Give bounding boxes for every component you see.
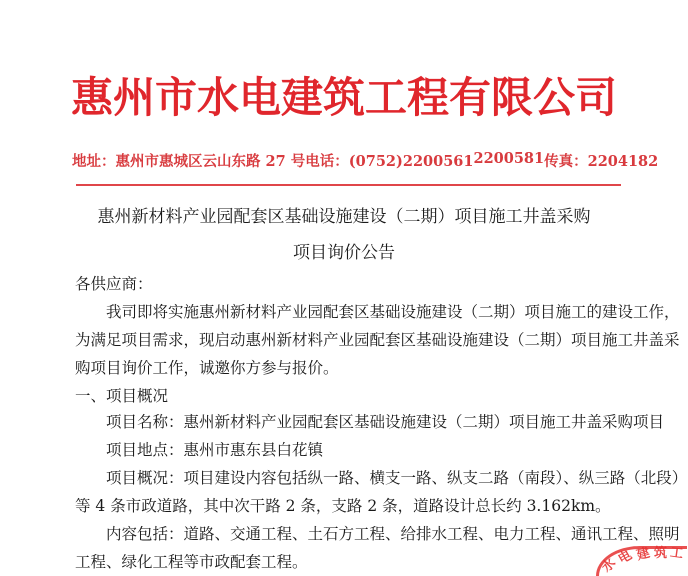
salutation: 各供应商： xyxy=(75,275,153,293)
project-content: 内容包括：道路、交通工程、土石方工程、给排水工程、电力工程、通讯工程、照明 xyxy=(106,525,680,543)
letterhead-contact xyxy=(72,150,659,171)
paragraph-line: 我司即将实施惠州新材料产业园配套区基础设施建设（二期）项目施工的建设工作， xyxy=(106,303,680,321)
fax: 传真：2204182 xyxy=(544,153,659,170)
document-subtitle: 项目询价公告 xyxy=(293,243,395,263)
paragraph-line: 为满足项目需求，现启动惠州新材料产业园配套区基础设施建设（二期）项目施工井盖采 xyxy=(75,331,680,349)
company-seal: 水 电 建 筑 工 xyxy=(596,546,687,576)
project-overview: 项目概况：项目建设内容包括纵一路、横支一路、纵支二路（南段）、纵三路（北段） xyxy=(106,469,688,487)
project-name: 项目名称：惠州新材料产业园配套区基础设施建设（二期）项目施工井盖采购项目 xyxy=(106,413,665,431)
document-title: 惠州新材料产业园配套区基础设施建设（二期）项目施工井盖采购 xyxy=(97,207,591,227)
paragraph-line: 购项目询价工作，诚邀你方参与报价。 xyxy=(75,359,339,377)
letterhead-divider xyxy=(76,184,621,186)
company-letterhead-name: 惠州市水电建筑工程有限公司 xyxy=(70,73,617,122)
paragraph-line: 工程、绿化工程等市政配套工程。 xyxy=(75,553,308,571)
address: 地址：惠州市惠城区云山东路 27 号 xyxy=(72,153,306,170)
phone-2: 2200581 xyxy=(473,150,545,167)
section-heading: 一、项目概况 xyxy=(75,387,169,405)
paragraph-line: 等 4 条市政道路，其中次干路 2 条，支路 2 条，道路设计总长约 3.162km。 xyxy=(75,497,611,515)
project-location: 项目地点：惠州市惠东县白花镇 xyxy=(106,441,324,459)
phone: 电话：(0752)2200561 xyxy=(305,153,474,170)
